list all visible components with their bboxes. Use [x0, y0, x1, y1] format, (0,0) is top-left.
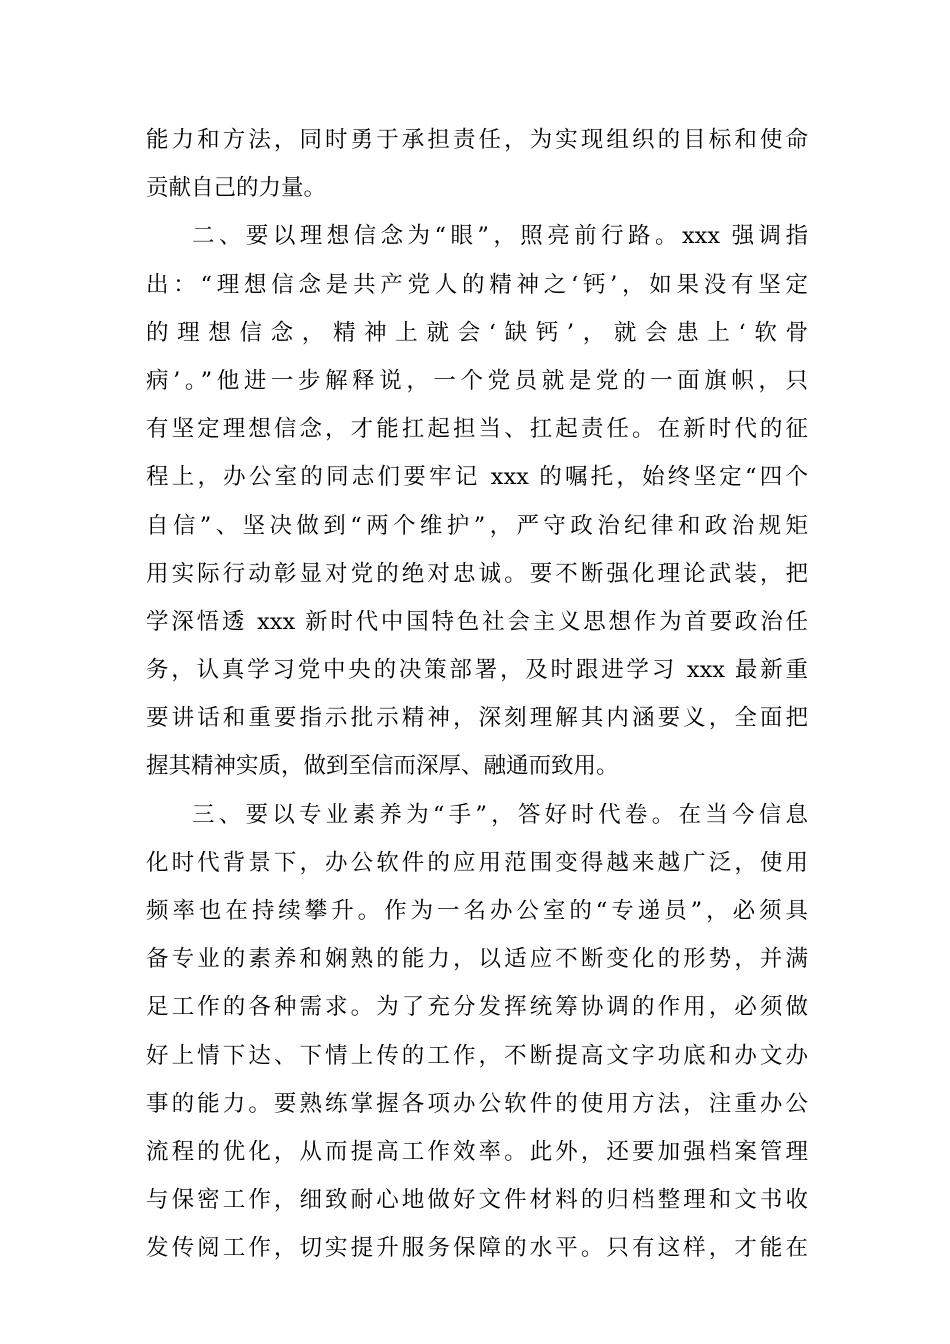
text-line: 事的能力。要熟练掌握各项办公软件的使用方法，注重办公	[146, 1090, 808, 1117]
text-line: 务，认真学习党中央的决策部署，及时跟进学习 xxx 最新重	[146, 657, 808, 684]
text-line: 备专业的素养和娴熟的能力，以适应不断变化的形势，并满	[146, 946, 808, 973]
text-line: 能力和方法，同时勇于承担责任，为实现组织的目标和使命	[146, 127, 808, 153]
text-line: 发传阅工作，切实提升服务保障的水平。只有这样，才能在	[146, 1235, 808, 1262]
text-line: 流程的优化，从而提高工作效率。此外，还要加强档案管理	[146, 1138, 808, 1165]
paragraph-professional-quality	[146, 791, 808, 1273]
text-line: 有坚定理想信念，才能扛起担当、扛起责任。在新时代的征	[146, 416, 808, 443]
text-line: 与保密工作，细致耐心地做好文件材料的归档整理和文书收	[146, 1187, 808, 1214]
text-line: 病’。”他进一步解释说，一个党员就是党的一面旗帜，只	[146, 367, 808, 394]
text-line: 的理想信念，精神上就会‘缺钙’，就会患上‘软骨	[146, 319, 808, 346]
text-line: 要讲话和重要指示批示精神，深刻理解其内涵要义，全面把	[146, 705, 808, 732]
text-line: 化时代背景下，办公软件的应用范围变得越来越广泛，使用	[146, 849, 808, 876]
text-line: 程上，办公室的同志们要牢记 xxx 的嘱托，始终坚定“四个	[146, 464, 808, 491]
text-line: 频率也在持续攀升。作为一名办公室的“专递员”，必须具	[146, 898, 808, 924]
text-line: 学深悟透 xxx 新时代中国特色社会主义思想作为首要政治任	[146, 608, 808, 635]
document-page	[146, 116, 808, 1273]
text-line: 用实际行动彰显对党的绝对忠诚。要不断强化理论武装，把	[146, 560, 808, 587]
text-line: 自信”、坚决做到“两个维护”，严守政治纪律和政治规矩	[146, 512, 808, 539]
text-line: 足工作的各种需求。为了充分发挥统筹协调的作用，必须做	[146, 994, 808, 1021]
text-line: 出：“理想信念是共产党人的精神之‘钙’，如果没有坚定	[146, 271, 808, 298]
paragraph-continued	[146, 116, 808, 212]
text-line: 握其精神实质，做到至信而深厚、融通而致用。	[146, 753, 619, 780]
paragraph-ideals-beliefs	[146, 212, 808, 790]
text-line: 好上情下达、下情上传的工作，不断提高文字功底和办文办	[146, 1042, 808, 1069]
text-line: 贡献自己的力量。	[146, 175, 327, 202]
text-line: 三、要以专业素养为“手”，答好时代卷。在当今信息	[192, 801, 808, 828]
text-line: 二、要以理想信念为“眼”，照亮前行路。xxx 强调指	[192, 223, 808, 250]
